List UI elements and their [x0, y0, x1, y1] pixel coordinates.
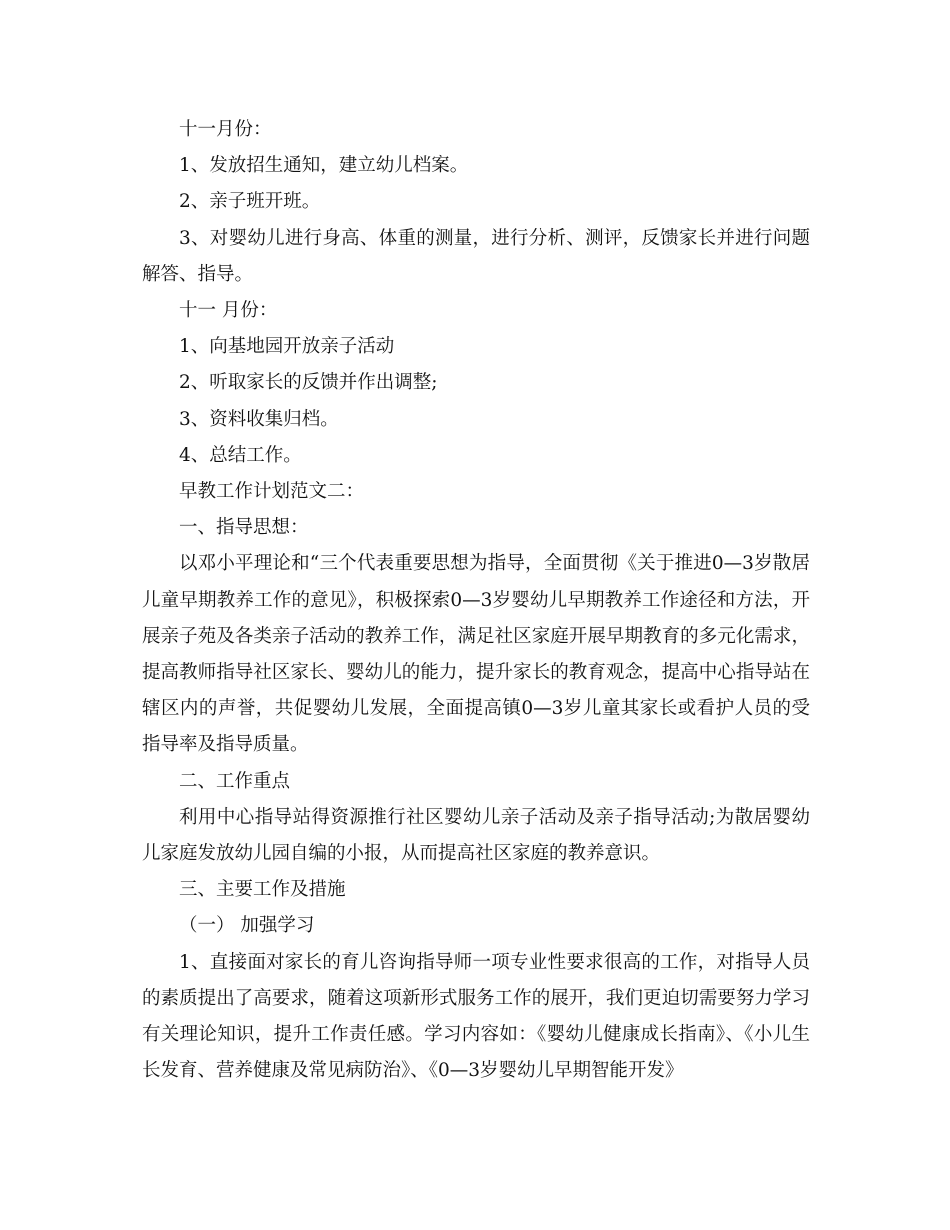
body-paragraph: 1、直接面对家长的育儿咨询指导师一项专业性要求很高的工作，对指导人员的素质提出了高要求，随着这项新形式服务工作的展开，我们更迫切需要努力学习有关理论知识，提升工作责任感。学习内容如：《婴幼儿健康成长指南》、《小儿生长发育、营养健康及常见病防治》、《0—3岁婴幼儿早期智能开发》 [142, 951, 810, 1082]
body-paragraph: 以邓小平理论和“三个代表重要思想为指导，全面贯彻《关于推进0—3岁散居儿童早期教养工作的意见》，积极探索0—3岁婴幼儿早期教养工作途径和方法，开展亲子苑及各类亲子活动的教养工作，满足社区家庭开展早期教育的多元化需求，提高教师指导社区家长、婴幼儿的能力，提升家长的教育观念，提高中心指导站在辖区内的声誉，共促婴幼儿发展，全面提高镇0—3岁儿童其家长或看护人员的受指导率及指导质量。 [142, 553, 810, 756]
section-heading: 三、主要工作及措施 [179, 879, 346, 901]
document-body [142, 112, 810, 1089]
section-title: 早教工作计划范文二： [179, 481, 365, 503]
subsection-heading: （一） 加强学习 [179, 915, 315, 937]
month-heading-2: 十一 月份： [179, 300, 278, 322]
list-item: 2、听取家长的反馈并作出调整; [179, 372, 438, 394]
list-item: 1、向基地园开放亲子活动 [179, 336, 395, 358]
list-item: 3、对婴幼儿进行身高、体重的测量，进行分析、测评，反馈家长并进行问题解答、指导。 [142, 227, 810, 285]
month-heading-1: 十一月份： [179, 119, 272, 140]
section-heading: 二、工作重点 [179, 770, 291, 792]
list-item: 4、总结工作。 [179, 444, 302, 466]
body-paragraph: 利用中心指导站得资源推行社区婴幼儿亲子活动及亲子指导活动;为散居婴幼儿家庭发放幼儿园自编的小报，从而提高社区家庭的教养意识。 [142, 806, 810, 865]
list-item: 1、发放招生通知，建立幼儿档案。 [179, 155, 469, 177]
section-heading: 一、指导思想： [179, 517, 309, 539]
list-item: 3、资料收集归档。 [179, 408, 339, 430]
list-item: 2、亲子班开班。 [179, 191, 321, 213]
